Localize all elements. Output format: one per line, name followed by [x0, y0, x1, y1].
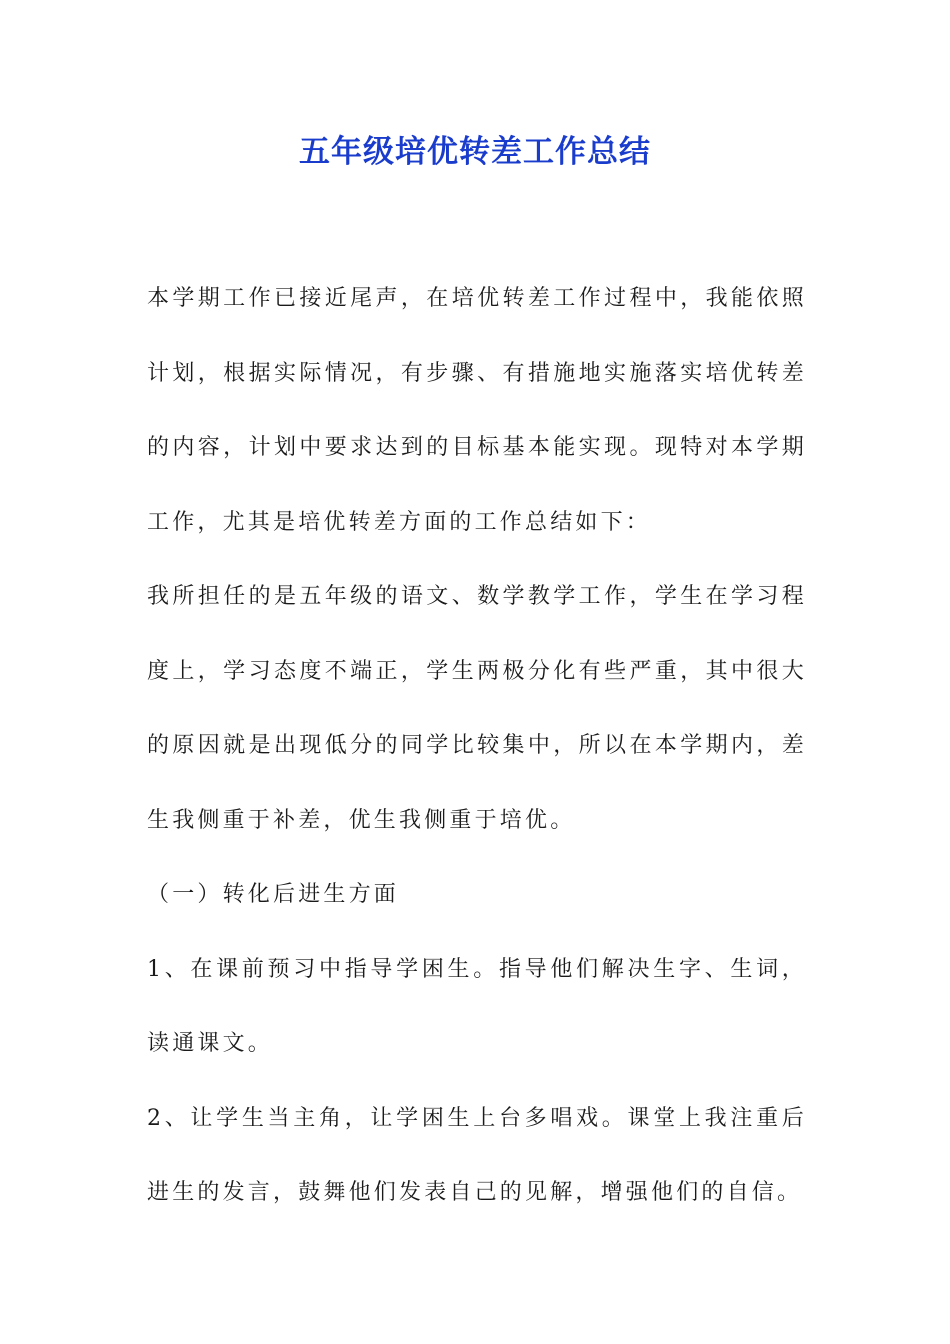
paragraph-teaching-situation: 我所担任的是五年级的语文、数学教学工作，学生在学习程度上，学习态度不端正，学生两极分化有些严重，其中很大的原因就是出现低分的同学比较集中，所以在本学期内，差生我侧重于补差，优生我侧重于培优。: [147, 584, 807, 833]
paragraph-item-1: 1、在课前预习中指导学困生。指导他们解决生字、生词，读通课文。: [147, 956, 807, 1056]
paragraph-item-2: 2、让学生当主角，让学困生上台多唱戏。课堂上我注重后进生的发言，鼓舞他们发表自己的见解，增强他们的自信。: [147, 1105, 807, 1205]
paragraph-intro: 本学期工作已接近尾声，在培优转差工作过程中，我能依照计划，根据实际情况，有步骤、有措施地实施落实培优转差的内容，计划中要求达到的目标基本能实现。现特对本学期工作，尤其是培优转差方面的工作总结如下：: [147, 286, 807, 535]
document-title: 五年级培优转差工作总结: [299, 134, 651, 170]
section-heading-transform: （一）转化后进生方面: [147, 882, 400, 907]
document-body: [147, 262, 807, 1231]
